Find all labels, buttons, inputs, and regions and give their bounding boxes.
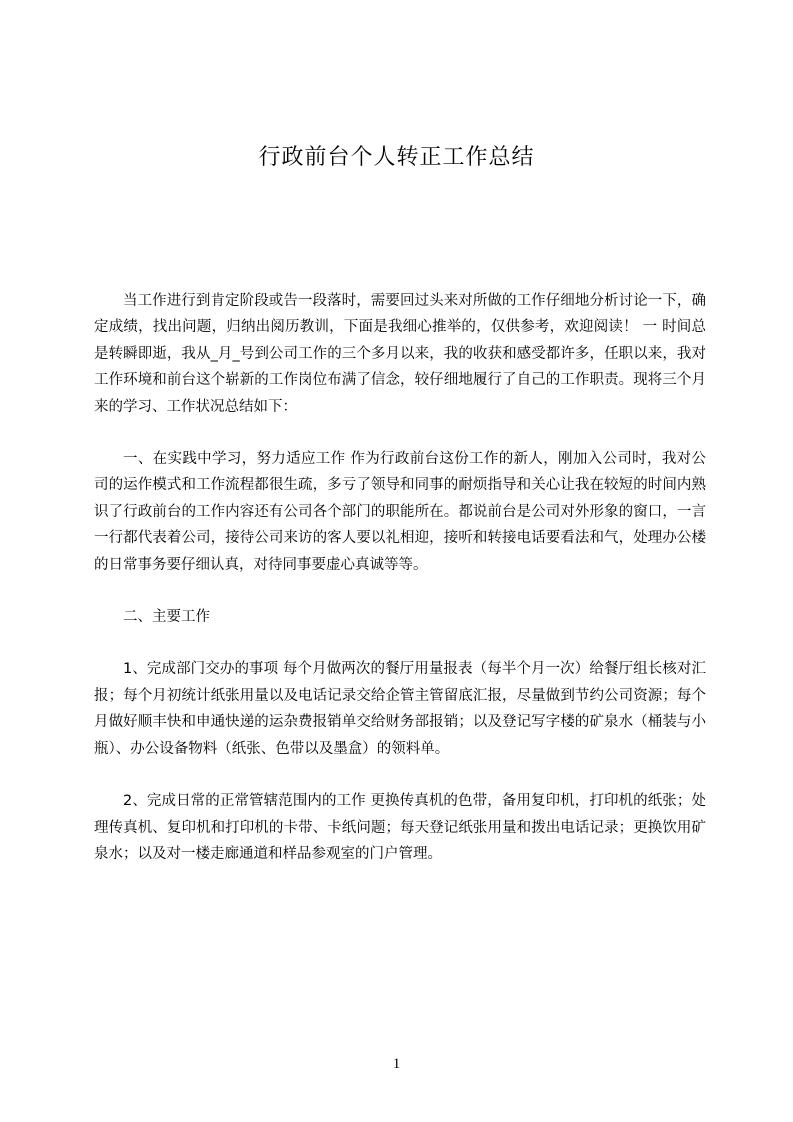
paragraph-gap (94, 578, 706, 604)
paragraph-gap (94, 420, 706, 446)
paragraph-intro: 当工作进行到肯定阶段或告一段落时，需要回过头来对所做的工作仔细地分析讨论一下，确定成绩，找出问题，归纳出阅历教训，下面是我细心推举的，仅供参考，欢迎阅读！ 一 时间总是转瞬即逝，我从_月_号到公司工作的三个多月以来，我的收获和感受都许多，任职以来，我对工作环境和前台这个崭新的工作岗位布满了信念，较仔细地履行了自己的工作职责。现将三个月来的学习、工作状况总结如下： (94, 293, 706, 415)
paragraph-section-one: 一、在实践中学习，努力适应工作 作为行政前台这份工作的新人，刚加入公司时，我对公司的运作模式和工作流程都很生疏，多亏了领导和同事的耐烦指导和关心让我在较短的时间内熟识了行政前台的工作内容还有公司各个部门的职能所在。都说前台是公司对外形象的窗口，一言一行都代表着公司，接待公司来访的客人要以礼相迎，接听和转接电话要看法和气，处理办公楼的日常事务要仔细认真，对待同事要虚心真诚等等。 (94, 451, 706, 573)
paragraph-item-two: 2、完成日常的正常管辖范围内的工作 更换传真机的色带，备用复印机，打印机的纸张；处理传真机、复印机和打印机的卡带、卡纸问题；每天登记纸张用量和拨出电话记录；更换饮用矿泉水；以及对一楼走廊通道和样品参观室的门户管理。 (94, 793, 706, 862)
document-body (94, 288, 706, 867)
document-title: 行政前台个人转正工作总结 (258, 145, 535, 170)
paragraph-item-one: 1、完成部门交办的事项 每个月做两次的餐厅用量报表（每半个月一次）给餐厅组长核对汇报；每个月初统计纸张用量以及电话记录交给企管主管留底汇报，尽量做到节约公司资源；每个月做好顺丰快和申通快递的运杂费报销单交给财务部报销；以及登记写字楼的矿泉水（桶装与小瓶）、办公设备物料（纸张、色带以及墨盒）的领料单。 (94, 661, 706, 757)
section-heading-main-work: 二、主要工作 (123, 609, 210, 626)
paragraph-gap (94, 630, 706, 656)
paragraph-gap (94, 762, 706, 788)
page-number: 1 (392, 1056, 401, 1072)
